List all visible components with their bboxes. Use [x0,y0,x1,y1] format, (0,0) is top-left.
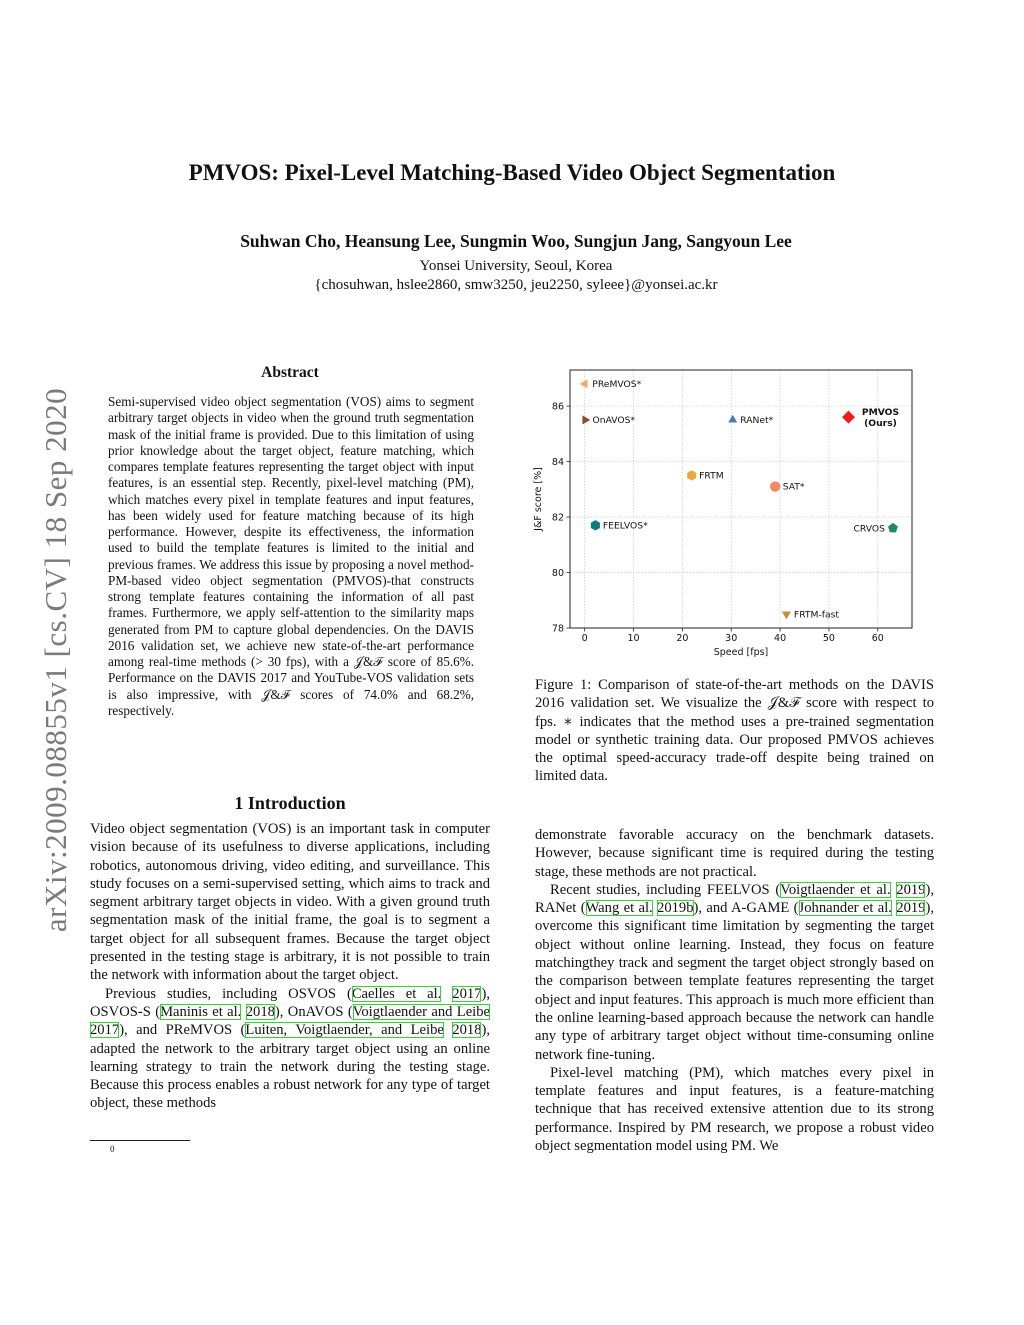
text-run: ), and PReMVOS ( [119,1022,246,1039]
x-tick-label: 0 [581,633,588,644]
right-column-body [535,826,934,1155]
x-tick-label: 30 [725,633,738,644]
citation-year-link[interactable]: 2017 [452,985,482,1002]
x-tick-label: 10 [627,633,640,644]
citation-year-link[interactable]: 2019 [896,900,926,917]
text-run: ), adapted the network to the arbitrary target object using an online learning strategy to train the network during the testing stage. Because this process enables a robust network for any type of target object, these methods [90,1022,490,1112]
point-label: OnAVOS* [592,415,636,427]
chart-points [580,379,900,620]
paper-title: PMVOS: Pixel-Level Matching-Based Video Object Segmentation [188,160,836,185]
abstract-heading: Abstract [261,364,319,381]
x-tick-label: 40 [774,633,787,644]
footnote: 0 [110,1144,115,1154]
abstract-text: Semi-supervised video object segmentation (VOS) aims to segment arbitrary target objects in video when the ground truth segmentation mask of the initial frame is provided. Due to this limitation of using prior knowledge about the target object, feature matching, which compares template features representing the target object with input features, is an essential step. Recently, pixel-level matching (PM), which matches every pixel in template features and input features, has been widely used for feature matching because of its high performance. However, despite its effectiveness, the information used to build the template features is limited to the initial and previous frames. We address this issue by proposing a novel method-PM-based video object segmentation (PMVOS)-that constructs strong template features containing the information of all past frames. Furthermore, we apply self-attention to the similarity maps generated from PM to capture global dependencies. On the DAVIS 2016 validation set, we achieve new state-of-the-art performance among real-time methods (> 30 fps), with a 𝒥&ℱ score of 85.6%. Performance on the DAVIS 2017 and YouTube-VOS validation sets is also impressive, with 𝒥&ℱ scores of 74.0% and 68.2%, respectively. [108,394,474,718]
text-run: ), OnAVOS ( [274,1003,353,1020]
point-marker [888,523,898,532]
citation-link[interactable]: Voigtlaender and Leibe [352,1003,491,1020]
intro-heading: 1 Introduction [234,793,346,813]
point-marker [728,415,737,423]
y-tick-label: 86 [551,401,564,413]
figure-caption: Figure 1: Comparison of state-of-the-art methods on the DAVIS 2016 validation set. We visualize the 𝒥&ℱ score with respect to fps. ∗ indicates that the method uses a pre-trained segmentation model or synthetic training data. Our proposed PMVOS achieves the optimal speed-accuracy trade-off despite being trained on limited data. [535,677,934,785]
text-run: ), overcome this significant time limitation by segmenting the target object without online learning. Instead, they focus on feature matchingthey track and segment the target object strongly based on the comparison between template features representing the target object and input features. This approach is much more efficient than the online learning-based approach because the network can handle any type of arbitrary target object without time-consuming online network fine-tuning. [535,900,934,1063]
x-axis-label: Speed [fps] [713,647,769,658]
intro-paragraph-2 [90,985,490,1113]
citation-year-link[interactable]: 2018 [452,1022,482,1039]
point-marker [687,470,696,480]
right-paragraph-1: demonstrate favorable accuracy on the benchmark datasets. However, because significant time is required during the testing stage, these methods are not practical. [535,827,934,880]
point-marker [770,481,780,491]
author-list: Suhwan Cho, Heansung Lee, Sungmin Woo, Sungjun Jang, Sangyoun Lee [240,231,792,251]
y-tick-label: 82 [551,512,564,524]
y-tick-label: 78 [551,623,564,635]
email-list: {chosuhwan, hslee2860, smw3250, jeu2250, syleee}@yonsei.ac.kr [314,277,718,293]
point-label: CRVOS [853,523,885,535]
citation-link[interactable]: Johnander et al. [798,900,892,917]
point-marker [782,612,791,620]
point-label: FEELVOS* [602,520,648,532]
figure-1 [530,362,922,662]
affiliation: Yonsei University, Seoul, Korea [419,258,613,274]
citation-year-link[interactable]: 2018 [245,1003,275,1020]
point-label: PReMVOS* [592,379,642,391]
left-column-body [90,820,490,1113]
text-run: ), and A-GAME ( [693,900,799,917]
affiliation-block [0,257,1024,295]
citation-link[interactable]: Luiten, Voigtlaender, and Leibe [245,1022,444,1039]
point-label: SAT* [782,481,805,493]
point-label: (Ours) [864,417,897,429]
point-label: RANet* [740,415,774,427]
text-run: ), RANet ( [535,881,934,917]
citation-year-link[interactable]: 2017 [90,1022,120,1039]
point-label: PMVOS [861,406,900,418]
citation-link[interactable]: Caelles et al. [351,985,442,1002]
x-tick-label: 60 [871,633,884,644]
citation-link[interactable]: Wang et al. [585,900,653,917]
point-marker [842,411,855,424]
right-paragraph-2 [535,881,934,1064]
chart-grid [570,370,912,628]
point-label: FRTM [699,470,724,482]
y-axis-label: J&F score [%] [533,467,544,531]
chart-ticks [552,401,884,644]
plot-frame [570,370,912,628]
y-tick-label: 80 [551,567,564,579]
footnote-rule [90,1140,190,1141]
point-marker [582,415,590,424]
arxiv-watermark: arXiv:2009.08855v1 [cs.CV] 18 Sep 2020 [38,387,74,932]
citation-link[interactable]: Voigtlaender et al. [780,881,891,898]
y-tick-label: 84 [551,456,564,468]
scatter-chart [530,362,922,662]
citation-link[interactable]: Maninis et al. [160,1003,242,1020]
x-tick-label: 50 [822,633,835,644]
point-marker [591,520,600,530]
right-paragraph-3: Pixel-level matching (PM), which matches every pixel in template features and input features, is a feature-matching technique that has received extensive attention due to its strong performance. Inspired by PM research, we propose a robust video object segmentation model using PM. We [535,1064,934,1155]
point-label: FRTM-fast [793,609,840,621]
intro-paragraph-1: Video object segmentation (VOS) is an important task in computer vision because of its usefulness to diverse applications, including robotics, autonomous driving, video editing, and surveillance. This study focuses on a semi-supervised setting, which aims to track and segment arbitrary target objects in video. With a given ground truth segmentation mask of the initial frame, the goal is to segment a target object for all subsequent frames. Because the target object presented in the testing stage is arbitrary, it is not possible to train the network with information about the target object. [90,821,490,984]
text-run: Previous studies, including OSVOS ( [105,985,352,1002]
citation-year-link[interactable]: 2019b [657,900,694,917]
point-marker [580,379,588,388]
text-run: ), OSVOS-S ( [90,985,490,1020]
x-tick-label: 20 [676,633,689,644]
text-run [441,986,452,1002]
citation-year-link[interactable]: 2019 [896,881,926,898]
text-run: Recent studies, including FEELVOS ( [550,881,781,898]
